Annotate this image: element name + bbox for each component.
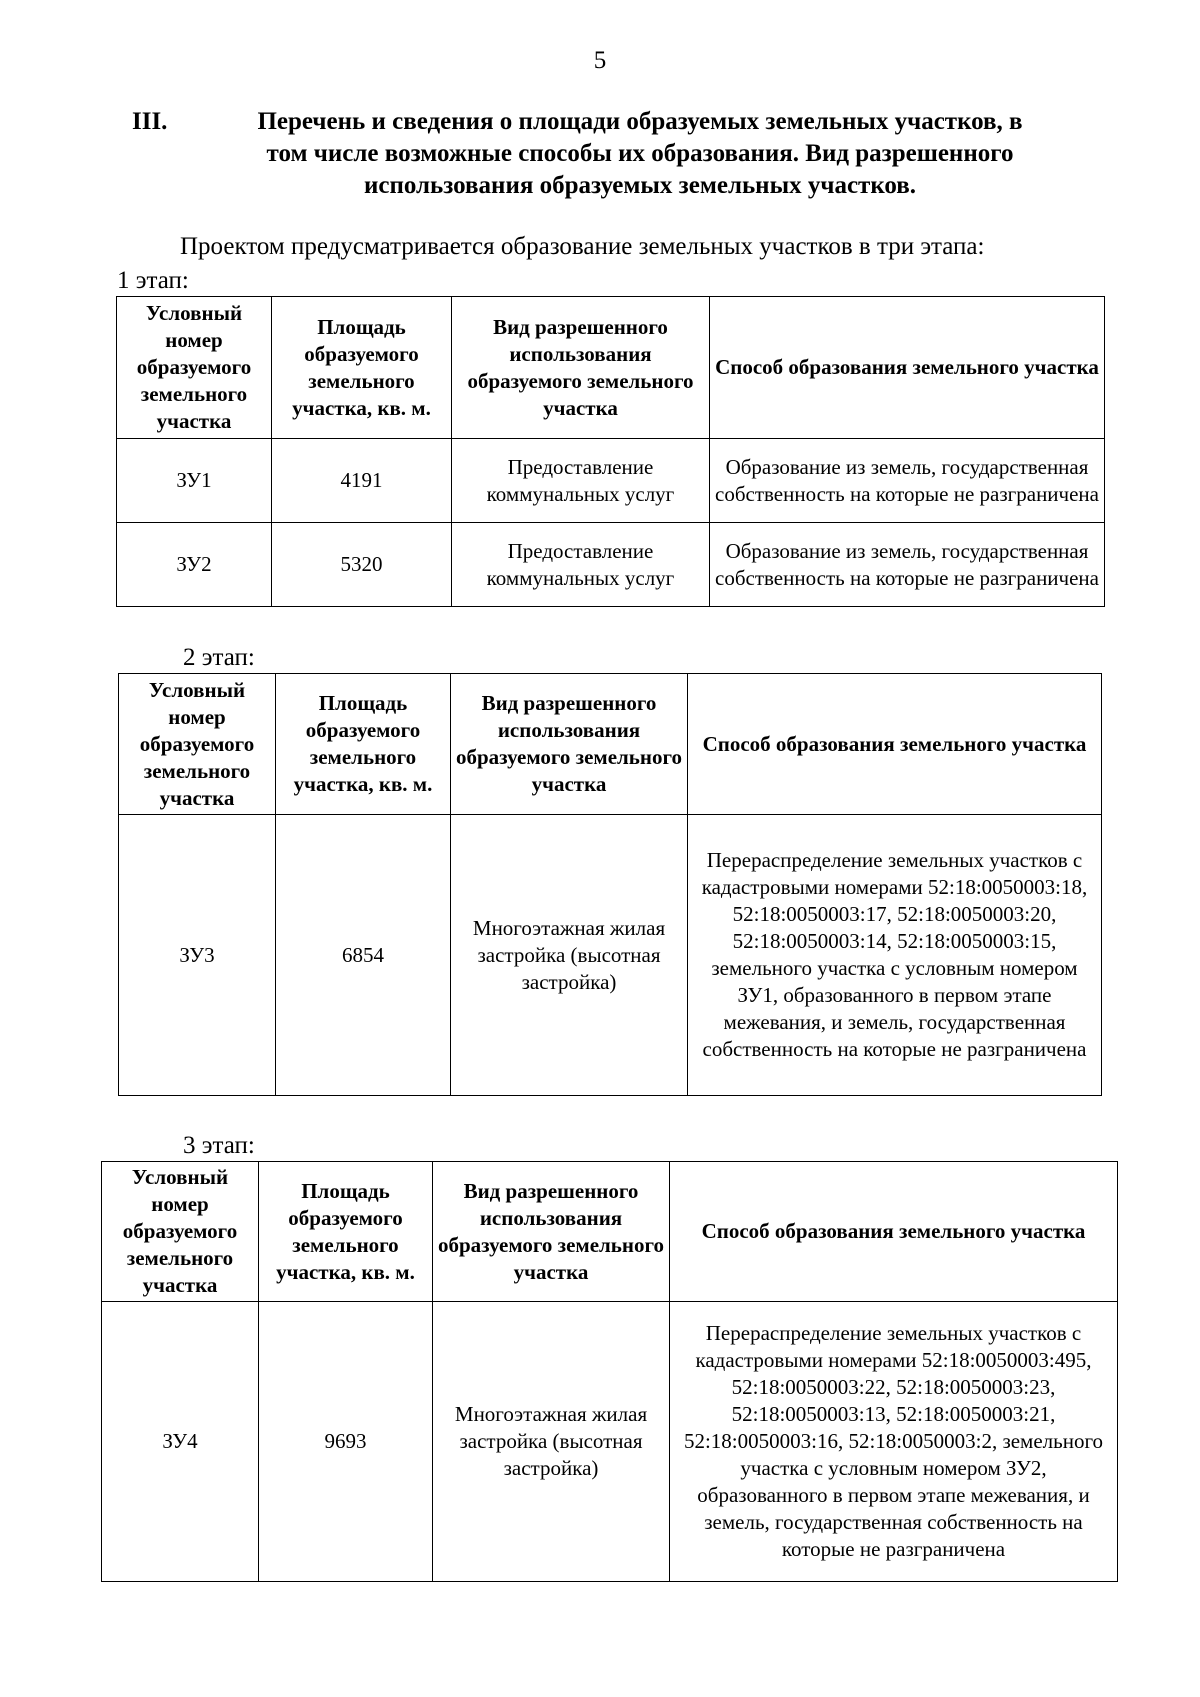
cell-plot-area: 6854 (276, 815, 451, 1096)
cell-formation-method: Перераспределение земельных участков с кадастровыми номерами 52:18:0050003:18, 52:18:0050003:17, 52:18:0050003:20, 52:18:0050003:14, 52:18:0050003:15, земельного участка с условным номером ЗУ1, образованного в первом этапе межевания, и земель, государственная собственность на которые не разграничена (688, 815, 1102, 1096)
page-number: 5 (593, 47, 607, 74)
cell-plot-area: 4191 (272, 439, 452, 523)
section-heading (200, 106, 1080, 202)
header-formation-method: Способ образования земельного участка (710, 297, 1105, 439)
cell-permitted-use: Предоставление коммунальных услуг (452, 439, 710, 523)
header-plot-number: Условный номер образуемого земельного участка (119, 674, 276, 815)
section-heading-line: том числе возможные способы их образования. Вид разрешенного (266, 140, 1014, 167)
stage-1-table (116, 296, 1105, 607)
section-heading-line: использования образуемых земельных участков. (363, 172, 917, 199)
table-header-row (102, 1162, 1118, 1302)
table-row (117, 439, 1105, 523)
stage-2-table (118, 673, 1102, 1096)
header-formation-method: Способ образования земельного участка (670, 1162, 1118, 1302)
cell-permitted-use: Предоставление коммунальных услуг (452, 523, 710, 607)
cell-formation-method: Образование из земель, государственная собственность на которые не разграничена (710, 523, 1105, 607)
header-permitted-use: Вид разрешенного использования образуемого земельного участка (433, 1162, 670, 1302)
cell-plot-number: ЗУ1 (117, 439, 272, 523)
cell-formation-method: Образование из земель, государственная собственность на которые не разграничена (710, 439, 1105, 523)
cell-plot-number: ЗУ3 (119, 815, 276, 1096)
header-plot-number: Условный номер образуемого земельного участка (117, 297, 272, 439)
table-header-row (119, 674, 1102, 815)
cell-plot-area: 5320 (272, 523, 452, 607)
cell-permitted-use: Многоэтажная жилая застройка (высотная застройка) (433, 1302, 670, 1582)
table-row (119, 815, 1102, 1096)
cell-plot-number: ЗУ4 (102, 1302, 259, 1582)
header-plot-area: Площадь образуемого земельного участка, кв. м. (272, 297, 452, 439)
cell-plot-area: 9693 (259, 1302, 433, 1582)
section-numeral: III. (132, 108, 168, 135)
table-header-row (117, 297, 1105, 439)
table-row (117, 523, 1105, 607)
header-permitted-use: Вид разрешенного использования образуемого земельного участка (451, 674, 688, 815)
cell-permitted-use: Многоэтажная жилая застройка (высотная застройка) (451, 815, 688, 1096)
intro-paragraph: Проектом предусматривается образование земельных участков в три этапа: (180, 233, 985, 260)
section-heading-line: Перечень и сведения о площади образуемых земельных участков, в (257, 108, 1023, 135)
stage-2-label: 2 этап: (183, 644, 255, 671)
header-plot-area: Площадь образуемого земельного участка, кв. м. (259, 1162, 433, 1302)
stage-1-label: 1 этап: (117, 267, 189, 294)
table-row (102, 1302, 1118, 1582)
header-plot-number: Условный номер образуемого земельного участка (102, 1162, 259, 1302)
header-plot-area: Площадь образуемого земельного участка, кв. м. (276, 674, 451, 815)
stage-3-label: 3 этап: (183, 1132, 255, 1159)
header-permitted-use: Вид разрешенного использования образуемого земельного участка (452, 297, 710, 439)
cell-formation-method: Перераспределение земельных участков с кадастровыми номерами 52:18:0050003:495, 52:18:0050003:22, 52:18:0050003:23, 52:18:0050003:13, 52:18:0050003:21, 52:18:0050003:16, 52:18:0050003:2, земельного участка с условным номером ЗУ2, образованного в первом этапе межевания, и земель, государственная собственность на которые не разграничена (670, 1302, 1118, 1582)
cell-plot-number: ЗУ2 (117, 523, 272, 607)
header-formation-method: Способ образования земельного участка (688, 674, 1102, 815)
stage-3-table (101, 1161, 1118, 1582)
